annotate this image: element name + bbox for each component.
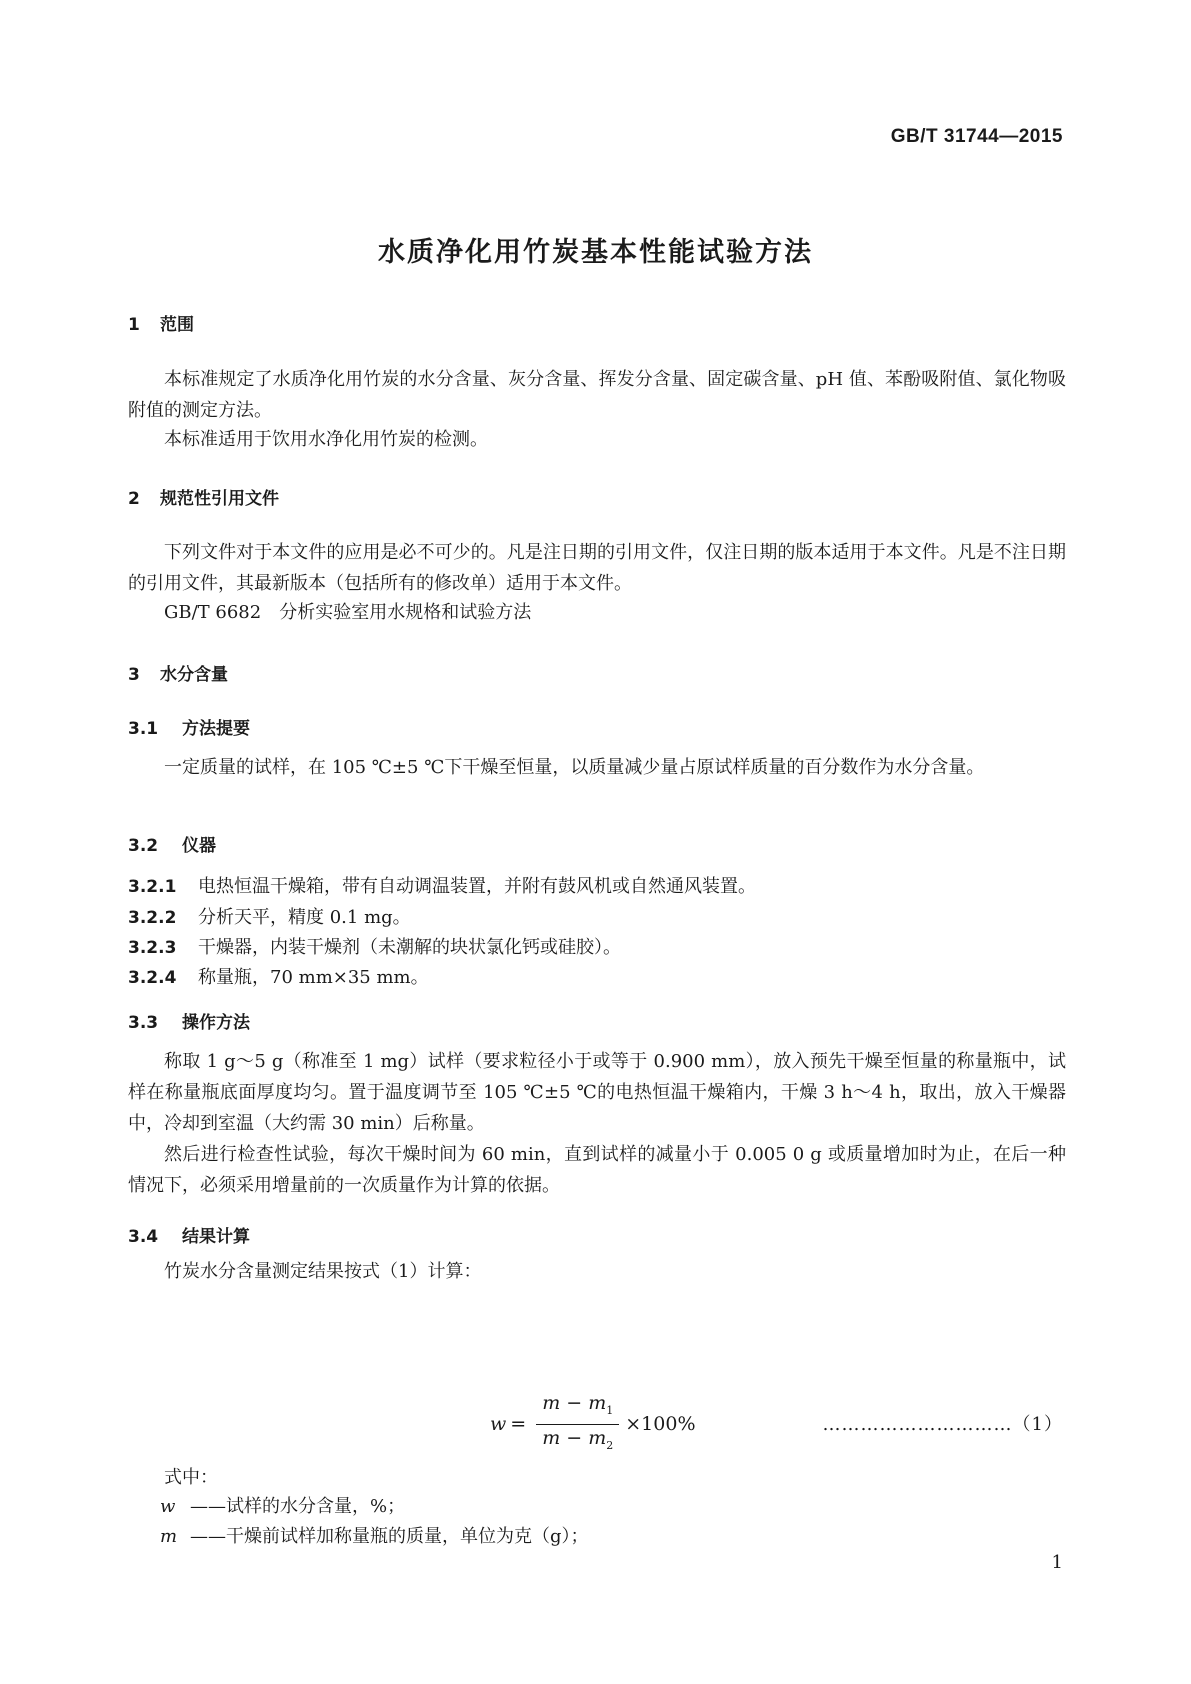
- instrument-item: [128, 962, 1066, 994]
- section-title: 范围: [160, 315, 194, 335]
- section-number: 2: [128, 489, 140, 509]
- item-number: 3.2.4: [128, 968, 177, 988]
- variable-definition: [160, 1492, 405, 1522]
- item-text: 干燥器，内装干燥剂（未潮解的块状氯化钙或硅胶）。: [198, 937, 621, 958]
- fraction-numerator: $m - m_1$: [542, 1391, 614, 1417]
- section-3-1-paragraph: 一定质量的试样，在 105 ℃±5 ℃下干燥至恒量，以质量减少量占原试样质量的百分数作为水分含量。: [164, 757, 985, 778]
- item-number: 3.2.1: [128, 877, 177, 897]
- formula-reference: …………………………（1）: [822, 1414, 1063, 1435]
- formula-lhs: w: [490, 1413, 507, 1435]
- section-number: 3.2: [128, 836, 159, 856]
- formula-multiplier: ×100%: [625, 1413, 696, 1435]
- variable-definition: [160, 1522, 589, 1552]
- variable-symbol: w: [160, 1496, 176, 1517]
- section-number: 3: [128, 665, 140, 685]
- formula-1: [490, 1391, 696, 1454]
- instrument-item: [128, 902, 1066, 934]
- section-3-2-heading: [128, 831, 216, 856]
- section-3-3-heading: [128, 1008, 250, 1033]
- section-title: 规范性引用文件: [160, 489, 279, 509]
- section-3-1-heading: [128, 714, 250, 739]
- section-1-paragraph-1: 本标准规定了水质净化用竹炭的水分含量、灰分含量、挥发分含量、固定碳含量、pH 值、苯酚吸附值、氯化物吸附值的测定方法。: [128, 369, 1066, 421]
- section-title: 仪器: [182, 836, 216, 856]
- calculation-intro: 竹炭水分含量测定结果按式（1）计算：: [164, 1261, 482, 1282]
- page-number: 1: [1051, 1552, 1063, 1573]
- variable-symbol: m: [160, 1526, 178, 1547]
- section-title: 水分含量: [160, 665, 228, 685]
- instrument-item: [128, 871, 1066, 903]
- section-1-paragraph-2: 本标准适用于饮用水净化用竹炭的检测。: [164, 429, 488, 450]
- section-3-heading: [128, 660, 228, 685]
- section-number: 3.1: [128, 719, 159, 739]
- normative-reference: GB/T 6682 分析实验室用水规格和试验方法: [164, 602, 532, 623]
- section-number: 3.3: [128, 1013, 159, 1033]
- where-label: 式中：: [164, 1467, 218, 1488]
- item-text: 电热恒温干燥箱，带有自动调温装置，并附有鼓风机或自然通风装置。: [198, 876, 756, 897]
- section-1-heading: [128, 310, 194, 335]
- section-number: 1: [128, 315, 140, 335]
- item-text: 分析天平，精度 0.1 mg。: [198, 907, 411, 928]
- item-number: 3.2.2: [128, 908, 177, 928]
- item-text: 称量瓶，70 mm×35 mm。: [198, 967, 429, 988]
- variable-text: ——干燥前试样加称量瓶的质量，单位为克（g）；: [190, 1526, 589, 1547]
- section-3-3-paragraph-1: 称取 1 g～5 g（称准至 1 mg）试样（要求粒径小于或等于 0.900 mm），放入预先干燥至恒量的称量瓶中，试样在称量瓶底面厚度均匀。置于温度调节至 105 ℃±5 ℃的电热恒温干燥箱内，干燥 3 h～4 h，取出，放入干燥器中，冷却到室温（大约需 30 min）后称量。: [128, 1051, 1066, 1134]
- fraction-denominator: $m - m_2$: [542, 1426, 614, 1452]
- section-title: 方法提要: [182, 719, 250, 739]
- section-title: 操作方法: [182, 1013, 250, 1033]
- formula-equals: =: [510, 1413, 527, 1435]
- section-3-3-paragraph-2: 然后进行检查性试验，每次干燥时间为 60 min，直到试样的减量小于 0.005 0 g 或质量增加时为止，在后一种情况下，必须采用增量前的一次质量作为计算的依据。: [128, 1144, 1066, 1196]
- variable-text: ——试样的水分含量，%；: [190, 1496, 406, 1517]
- section-title: 结果计算: [182, 1227, 250, 1247]
- item-number: 3.2.3: [128, 938, 177, 958]
- standard-code: GB/T 31744—2015: [890, 126, 1063, 147]
- document-title: 水质净化用竹炭基本性能试验方法: [378, 237, 813, 268]
- section-2-paragraph-1: 下列文件对于本文件的应用是必不可少的。凡是注日期的引用文件，仅注日期的版本适用于本文件。凡是不注日期的引用文件，其最新版本（包括所有的修改单）适用于本文件。: [128, 542, 1066, 594]
- section-3-4-heading: [128, 1222, 250, 1247]
- section-2-heading: [128, 484, 279, 509]
- formula-fraction: [536, 1390, 619, 1459]
- instrument-item: [128, 932, 1066, 964]
- section-number: 3.4: [128, 1227, 159, 1247]
